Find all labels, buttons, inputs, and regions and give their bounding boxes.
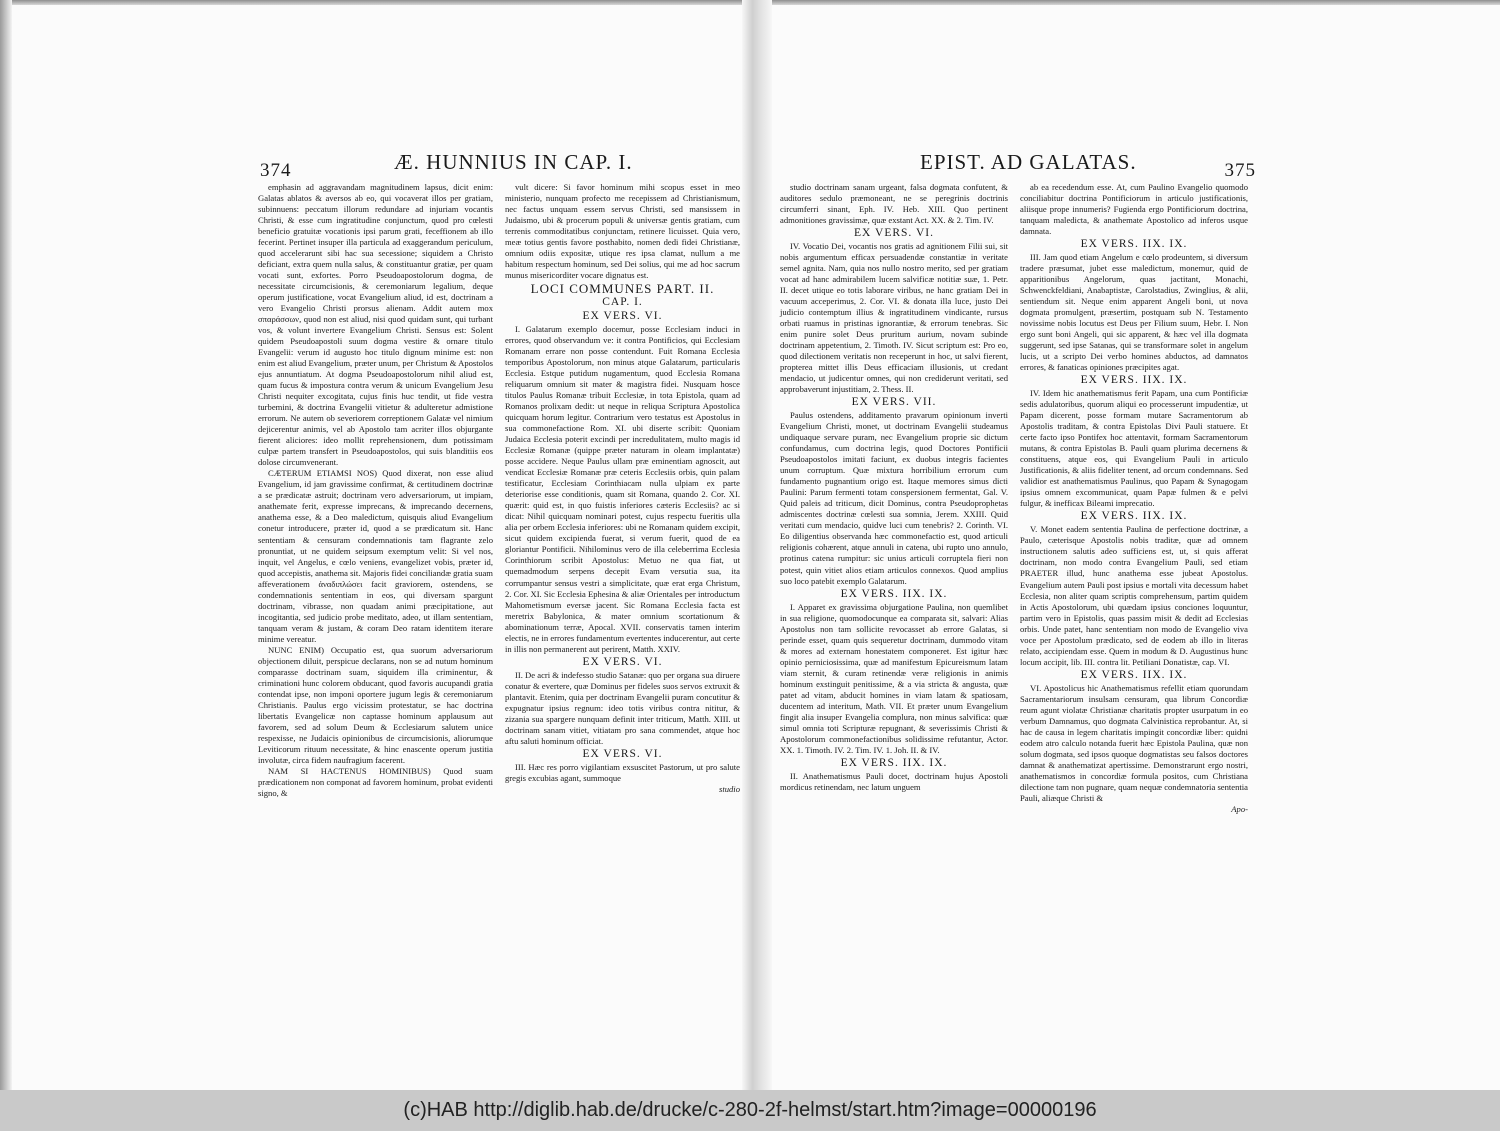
left-column-1 [258,182,493,799]
verse-heading: EX VERS. VI. [854,227,934,240]
verse-heading: EX VERS. VI. [582,747,663,760]
right-running-title: EPIST. AD GALATAS. [920,150,1137,174]
right-column-2 [1020,182,1248,815]
catchword: Apo- [1231,803,1248,814]
verse-heading: EX VERS. VII. [851,396,937,409]
footer-credit-text: (c)HAB http://diglib.hab.de/drucke/c-280-2f-helmst/start.htm?image=00000196 [403,1099,1097,1121]
verse-heading: EX VERS. VI. [582,310,663,323]
paragraph: I. Apparet ex gravissima objurgatione Paulina, non quemlibet in sua religione, quomodocunque ea comparata sit, salvari: Alias Apostolus non tam sollicite revocasset ab errore Galatas, si perinde esset, quam quis sequeretur doctrinam, dummodo vitam & mores ad externam honestatem componeret. Est igitur hæc opinio perniciosissima, quæ ad manifestum Epicureismum latam viam sternit, & curam retinendæ veræ religionis in animis hominum exstinguit penitissime, & a via stricta & angusta, quæ patet ad vitam, abducit homines in viam latam & spatiosam, ducentem ad interitum, Math. VII. Et præter unum Evangelium fingit alia insuper Evangelia complura, non minus salvifica: quæ simul omnia toti Scripturæ repugnant, & severissimis Christi & Apostolorum commonefactionibus solidissime refutantur, Actor. XX. 1. Timoth. IV. 2. Tim. IV. 1. Joh. II. & IV. [780,601,1008,755]
paragraph: emphasin ad aggravandam magnitudinem lapsus, dicit enim: Galatas ablatos & aversos ab eo, qui vocaverat illos per gratiam, subinnuens: peccatum illorum redundare ad injuriam vocantis Christi, & esse cum ingratitudine conjunctum, quod pro cœlesti beneficio gratuitæ vocationis ipsi parum grati, feceffionem ab illo fecerint. Pertinet insuper illa particula ad exaggerandum periculum, quod accelerarunt sibi hac sua secessione; siquidem a Christo deficiant, extra quem nulla salus, & constituantur gratiæ, per quam vocati sunt, exfortes. Porro Pseudoapostolorum dogma, de necessitate circumcisionis, & ceremoniarum legalium, deque operum justificatione, vocat Evangelium aliud, id est, doctrinam a vero Evangelio Christi prorsus alienam. Addit autem mox σπαράσσων, quod non est aliud, nisi quod quidam sunt, qui turbant vos, & volunt invertere Evangelium Christi. Sensus est: Solent quidem Pseudoapostoli suum dogma vestire & ornare titulo Evangelii: verum id augusto hoc titulo dignum minime est: non enim est aliud Evangelium, præter unum, per Christum & Apostolos ejus annuntiatum. At dogma Pseudoapostolorum nihil aliud est, quam fucus & impostura contra verum & unicum Evangelium Jesu Christi nequiter excogitata, cujus finis huc tendit, ut fide vestra turbemini, & doctrina Evangelii vitietur & adulteretur admistione errorum. Ne autem ob severiorem correptionem Galatæ vel nimium dejicerentur animis, vel ab Apostolo tam acriter illos objurgante fierent aliciores: ideo mollit reprehensionem, dum potissimam culpæ partem transfert in Pseudoapostolos, qui suis blanditiis eos dolose circumvenerant. [258,182,493,468]
left-running-title: Æ. HUNNIUS IN CAP. I. [394,150,633,174]
right-page-number: 375 [1224,160,1256,181]
verse-heading: EX VERS. IIX. IX. [1080,238,1188,251]
verse-heading: EX VERS. IIX. IX. [840,587,948,600]
paragraph: Paulus ostendens, additamento pravarum opinionum inverti Evangelium Christi, monet, ut doctrinam Evangelii studeamus undiquaque servare puram, nec Evangelium proprie sic dictum confundamus, cum doctrina legis, quod Doctores Pontificii Pseudoapostolos imitati faciunt, ex duobus integris facientes unum corruptum. Quæ mixtura horribilium errorum cum fundamento pugnantium origo est. Itaque memores simus dicti Paulini: Parum fermenti totam conspersionem fermentat, Gal. V. Quid paleis ad triticum, dicit Dominus, contra Pseudoprophetas admiscentes doctrinæ cœlesti sua somnia, Jerem. XXIII. Quid veritati cum mendacio, quidve luci cum tenebris? 2. Corinth. VI. Eo diligentius observanda hæc commonefactio est, quod articuli religionis cohærent, atque annuli in catena, ubi rupto uno annulo, protinus catena rumpitur: sic unius articuli corruptela fieri non potest, quin vitiet alios etiam articulos connexos. Quod amplius suo loco patebit exemplo Galatarum. [780,410,1008,586]
paragraph: NAM SI HACTENUS HOMINIBUS) Quod suam prædicationem non componat ad favorem hominum, probat evidenti signo, & [258,765,493,798]
paragraph: II. Anathematismus Pauli docet, doctrinam hujus Apostoli mordicus retinendam, nec latum unguem [780,770,1008,792]
paragraph: II. De acri & indefesso studio Satanæ: quo per organa sua diruere conatur & evertere, quæ Dominus per fideles suos servos extruxit & plantavit. Etenim, quia per doctrinam Evangelii puram concutitur & expugnatur ipsius regnum: ideo totis viribus contra nititur, & zizania sua spargere nunquam definit inter triticum, Matth. XIII. ut doctrinam sanam vitiet, vitiatam pro sana commendet, atque hoc aftu saluti hominum officiat. [505,669,740,746]
paragraph: IV. Idem hic anathematismus ferit Papam, una cum Pontificiæ sedis adulatoribus, quorum aliqui eo processerunt impudentiæ, ut Papam dicerent, posse formam mutare Sacramentorum ab Apostolis traditam, & contra Epistolas Divi Pauli statuere. Et certe facto ipso Pontifex hoc attentavit, formam Sacramentorum mutans, & contra Epistolas B. Pauli quam plurima decernens & constituens, atque eos, qui Evangelium Pauli in articulo Justificationis, & aliis fideliter tenent, ad orcum condemnans. Sed validior est anathematismus Paulinus, quo Papam & Synagogam ipsius omnem excommunicat, quam Papæ fulmen & e pelvi fulgur, & inefficax Bileami imprecatio. [1020,388,1248,509]
section-heading: LOCI COMMUNES PART. II. [530,281,715,297]
paragraph: IV. Vocatio Dei, vocantis nos gratis ad agnitionem Filii sui, sit nobis argumentum efficax persuadendæ constantiæ in veritate semel agnita. Nam, quia nos nullo nostro merito, sed per gratiam vocat ad hanc admirabilem lucem salvificæ notitiæ suæ, 1. Petr. II. decet utique eo totis laborare viribus, ne hanc gratiam Dei in vacuum acceperimus, 2. Cor. VI. & donata illa luce, justo Dei judicio contemptum illius & ingratitudinem vindicante, rursus orbati ruamus in pristinas ignorantiæ, & errorum tenebras. Sic enim punire solet Deus pruritum aurium, novam subinde doctrinam appetentium, 2. Timoth. IV. Sicut scriptum est: Pro eo, quod dilectionem veritatis non receperunt in hoc, ut salvi fierent, propterea mittet illis Deus efficaciam illusionis, ut credant mendacio, ut judicentur omnes, qui non crediderunt veritati, sed approbaverunt injustitiam, 2. Thess. II. [780,241,1008,395]
right-page [780,150,1256,815]
book-gutter [742,0,772,1090]
paragraph: vult dicere: Si favor hominum mihi scopus esset in meo ministerio, nunquam profecto me recepissem ad Christianismum, nec factus unquam essem servus Christi, sed mansissem in Judaismo, ubi & procerum populi & universæ gentis gratiam, cum terrenis commoditatibus conjunctam, retinere licuisset. Quia vero, meæ totius gentis favore posthabito, nomen dedi fidei Christianæ, omnium odiis expositæ, utique res ipsa clamat, nullum a me habitum respectum hominum, sed Dei solius, qui me ad hoc sacrum munus misericorditer vocare dignatus est. [505,182,740,281]
verse-heading: EX VERS. IIX. IX. [1080,668,1188,681]
paragraph: III. Hæc res porro vigilantiam exsuscitet Pastorum, ut pro salute gregis excubias agant, summoque [505,761,740,783]
paragraph: III. Jam quod etiam Angelum e cœlo prodeuntem, si diversum tradere præsumat, jubet esse maledictum, monemur, quid de apparitionibus Angelorum, quas jactitant, Monachi, Schwenckfeldiani, Anabaptistæ, Carolstadius, Zwinglius, & alii, sentiendum sit. Neque enim apparent Angeli boni, ut nova dogmata promulgent, præsertim, postquam sub N. Testamento novissime nobis locutus est Deus per Filium suum, Hebr. I. Non ergo sunt boni Angeli, qui sic apparent, & hæc vel illa dogmata suggerunt, sed ipse Satanas, qui se transformare solet in angelum lucis, ut a scripto Dei verbo homines abductos, ad damnatos errores, & fanaticas opiniones præcipites agat. [1020,252,1248,373]
chapter-heading: CAP. I. [602,296,643,309]
scan-left-edge [0,0,12,1090]
paragraph: I. Galatarum exemplo docemur, posse Ecclesiam induci in errores, quod observandum ve: it contra Pontificios, qui Ecclesiam Romanam errare non posse contendunt. Fuit Romana Ecclesia temporibus Apostolorum, non minus atque Galatarum, particularis Ecclesia. Estque putidum nugamentum, quod Ecclesia Romana reliquarum omnium sit mater & magistra fidei. Nusquam hosce titulos Paulus Romanæ tribuit Ecclesiæ, in tota Epistola, quam ad Romanos prolixam dedit: ut neque in reliqua Scriptura Apostolica quicquam horum legitur. Contrarium vero testatus est Apostolus in sua commonefactione Rom. XI. ubi diserte scribit: Quoniam Judaica Ecclesia poterit excindi per incredulitatem, multo magis id Ecclesiæ Romanæ (quippe præter naturam in oleam implantatæ) posse accidere. Neque Paulus ullam præ eminentiam agnoscit, aut vendicat Ecclesiæ Romanæ præ ceteris Ecclesiis orbis, quin palam testificatur, Ecclesiam Corinthiacam nulla ulpiam ex parte deteriorise esse conditionis, quam sit Romana, quando 2. Cor. XI. quærit: quid est, in quo fuistis inferiores cæteris Ecclesiis? ac si dicat: Nihil quicquam nominari potest, cujus respectu fueritis ulla alia per orbem Ecclesia inferiores: ubi ne Romanam quidem excipit, sicut quidem excipienda fuerat, si verum fuerit, quod de ea gloriantur Pontificii. Nihilominus vero de illa celeberrima Ecclesia Corinthiorum scribit Apostolus: Metuo ne qua fiat, ut quemadmodum serpens decepit Evam versutia sua, ita corrumpantur sensus vestri a simplicitate, quæ erat erga Christum, 2. Cor. XI. Sic Ecclesia Ephesina & aliæ Orientales per introductum Mahometismum eversæ jacent. Sic Romana Ecclesia facta est meretrix Babylonica, & mater omnium scortationum & abominationum terræ, Apocal. XVII. conservatis tamen interim electis, ne in errores fundamentum evertentes inducerentur, aut certe in illis non permanerent aut perirent, Matth. XXIV. [505,324,740,654]
verse-heading: EX VERS. IIX. IX. [1080,510,1188,523]
verse-heading: EX VERS. IIX. IX. [1080,374,1188,387]
left-page [258,150,740,799]
left-column-2 [505,182,740,799]
right-column-1 [780,182,1008,815]
verse-heading: EX VERS. VI. [582,655,663,668]
left-page-number: 374 [260,160,292,181]
paragraph: studio doctrinam sanam urgeant, falsa dogmata confutent, & auditores sedulo præmoneant, ne se peregrinis doctrinis circumferri sinant, Eph. IV. Heb. XIII. Quo pertinent admonitiones gravissimæ, quæ exstant Act. XX. & 2. Tim. IV. [780,182,1008,226]
paragraph: VI. Apostolicus hic Anathematismus refellit etiam quorundam Sacramentariorum insulsam censuram, qua librum Concordiæ reum agunt violatæ Christianæ charitatis propter usurpatum in eo verbum Damnamus, quo dogmata Calvinistica reprobantur. At, si hac de causa in legem charitatis impingit concordiæ liber: quidni eodem atro calculo notanda fuerit hæc Epistola Paulina, quæ non solum dogmata, sed ipsos quoque dogmatistas seu falsos doctores damnat & anathematizat apertissime. Demonstrarunt ergo nostri, anathematismos in concordiæ formula positos, cum Christiana dilectione tam non pugnare, quam nequæ condemnatoria sententia Pauli, aliæque Christi & [1020,682,1248,803]
paragraph: NUNC ENIM) Occupatio est, qua suorum adversariorum objectionem diluit, perspicue declarans, non se ad nutum hominum comparasse doctrinam suam, siquidem illa criminentur, & criminationi hunc colorem obducant, quod favoris aucupandi gratia contendat ipse, non imponi oportere jugum legis & ceremoniarum Christianis. Paulus ergo vicissim protestatur, se hac doctrina libertatis Evangelicæ non captasse hominum applausum aut favorem, sed ad solum Deum & Ecclesiarum salutem unice respexisse, ne Judaicis opinionibus de circumcisionis, aliorumque Leviticorum rituum necessitate, & hinc enascente operum justitia involutæ, circa fidem naufragium facerent. [258,644,493,765]
right-running-head [780,150,1256,182]
copyright-footer [0,1090,1500,1131]
catchword: studio [718,783,740,794]
paragraph: ab ea recedendum esse. At, cum Paulino Evangelio quomodo conciliabitur doctrina Pontificiorum in articulo justificationis, aliisque prope innumeris? Fugienda ergo Pontificiorum doctrina, tanquam maledicta, & anathemate Apostolico ad inferos usque damnata. [1020,182,1248,237]
left-running-head [258,150,740,182]
verse-heading: EX VERS. IIX. IX. [840,756,948,769]
paragraph: V. Monet eadem sententia Paulina de perfectione doctrinæ, a Paulo, cæterisque Apostolis nobis traditæ, quæ ad omnem instructionem salutis adeo sufficiens est, ut, si quis afferat doctrinam, non modo contra Evangelium Pauli, sed etiam PRAETER illud, hunc anathema esse jubeat Apostolus. Evangelium autem Pauli post ipsius e mortali vita decessum habet Ecclesia, non aliter quam scriptis comprehensum, partim quidem in Actis Apostolorum, ubi quædam ipsius conciones loquuntur, partim vero in Epistolis, quas passim misit & dedit ad Ecclesias orbis. Unde patet, hanc sententiam non modo de Evangelio viva voce per Apostolum prædicato, sed de eodem ab illo in literas relato, accipiendam esse. Quem in modum & D. Augustinus hunc locum accipit, lib. III. contra lit. Petiliani Donatistæ, cap. VI. [1020,524,1248,667]
paragraph: CÆTERUM ETIAMSI NOS) Quod dixerat, non esse aliud Evangelium, id jam gravissime confirmat, & certitudinem doctrinæ a se prædicatæ astruit; doctrinam vero adversariorum, ut impiam, anathemate ferit, expresse imprecans, & imprecando decernens, anathema esse, & a Deo maledictum, quisquis aliud Evangelium conetur introducere, præter id, quod a se prædicatum sit. Hanc sententiam & censuram condemnationis tam flagrante zelo pronuntiat, ut ne quidem seipsum exemptum velit: Si vel nos, inquit, vel Angelus, e cœlo veniens, evangelizet vobis, præter id, quod accepistis, anathema sit. Majoris fidei conciliandæ gratia suam affeverationem ἀναδιπλώσει facit graviorem, ostendens, se condemnationis sententiam in eos, qui diversam spargunt doctrinam, vibrasse, non quadam animi præcipitatione, aut incogitantia, sed judicio probe meditato, adeo, ut illam sententiam, tanquam veram & justam, & coram Deo ratam identitem iterare minime vereatur. [258,468,493,644]
